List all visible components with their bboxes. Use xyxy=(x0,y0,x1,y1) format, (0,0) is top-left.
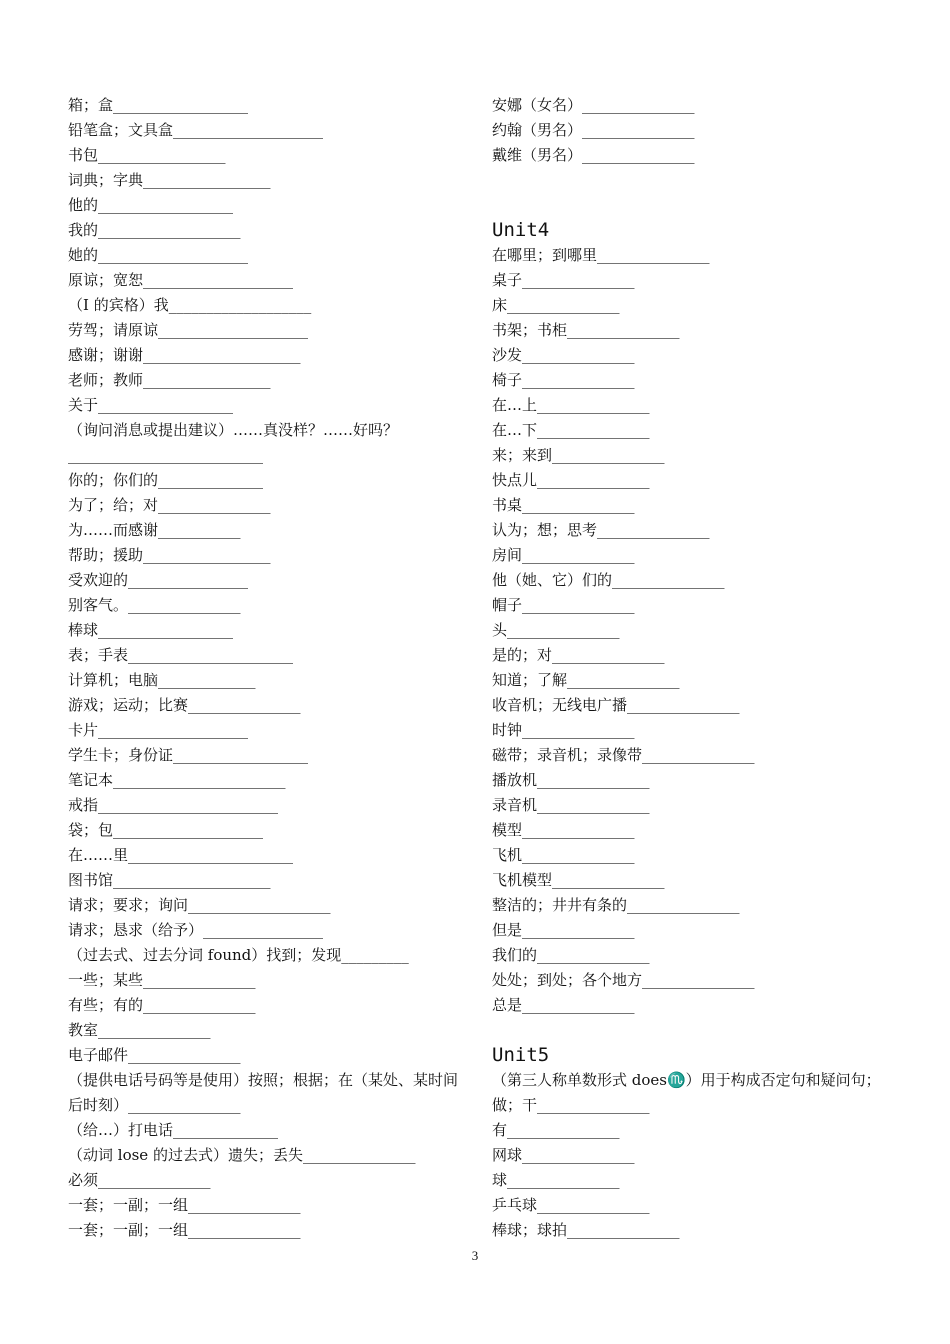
answer-blank: _______________ xyxy=(552,871,665,889)
vocab-entry xyxy=(68,818,468,843)
answer-blank: __________________ xyxy=(113,96,249,114)
answer-blank: _______________ xyxy=(642,746,755,764)
answer-blank: _______________ xyxy=(642,971,755,989)
answer-blank: ______________________ xyxy=(128,646,294,664)
vocab-entry xyxy=(68,193,468,218)
answer-blank: _______________ xyxy=(158,496,271,514)
answer-blank: __________________________ xyxy=(68,446,263,464)
answer-blank: _______________ xyxy=(582,121,695,139)
vocab-entry xyxy=(492,618,892,643)
answer-blank: __________________ xyxy=(98,621,234,639)
answer-blank: ____________________ xyxy=(173,121,324,139)
vocab-term: 原谅；宽恕 xyxy=(68,271,144,289)
vocab-entry xyxy=(492,843,892,868)
unit-heading: Unit5 xyxy=(492,1044,550,1066)
vocab-term: 磁带；录音机；录像带 xyxy=(492,746,643,764)
vocab-entry xyxy=(68,893,468,918)
vocab-entry xyxy=(68,1043,468,1068)
vocab-term: 有 xyxy=(492,1121,508,1139)
answer-blank: _______________ xyxy=(522,496,635,514)
answer-blank: _______________ xyxy=(537,796,650,814)
vocab-entry xyxy=(68,643,468,668)
answer-blank: ___________________ xyxy=(98,221,241,239)
vocab-term: 游戏；运动；比赛 xyxy=(68,696,189,714)
vocab-term: 认为；想；思考 xyxy=(492,521,598,539)
vocab-term: 他（她、它）们的 xyxy=(492,571,613,589)
answer-blank: _______________ xyxy=(507,621,620,639)
vocab-entry xyxy=(492,918,892,943)
vocab-entry xyxy=(68,143,468,168)
vocab-entry xyxy=(68,1193,468,1218)
vocab-term: 棒球；球拍 xyxy=(492,1221,568,1239)
answer-blank: _________________ xyxy=(143,171,271,189)
left-column xyxy=(68,93,468,1243)
answer-blank: _______________ xyxy=(582,146,695,164)
answer-blank: _______________ xyxy=(302,1146,416,1164)
vocab-entry xyxy=(68,168,468,193)
vocab-term: 在…上 xyxy=(492,396,538,414)
vocab-term: 处处；到处；各个地方 xyxy=(492,971,643,989)
vocab-term: 学生卡；身份证 xyxy=(68,746,174,764)
answer-blank: ___________________ xyxy=(188,896,331,914)
vocab-entry xyxy=(492,943,892,968)
vocab-term: （过去式、过去分词 found）找到；发现 xyxy=(68,946,342,964)
vocab-term: （询问消息或提出建议）……真没样？……好吗？ xyxy=(68,421,399,439)
vocab-term: 老师；教师 xyxy=(68,371,144,389)
vocab-entry xyxy=(68,918,468,943)
vocab-term: 但是 xyxy=(492,921,523,939)
answer-blank: _____________________ xyxy=(143,346,301,364)
answer-blank: _______________ xyxy=(522,346,635,364)
answer-blank: _______________ xyxy=(143,971,256,989)
vocab-term: 沙发 xyxy=(492,346,523,364)
answer-blank: ______________ xyxy=(173,1121,279,1139)
vocab-term: 播放机 xyxy=(492,771,538,789)
vocab-entry xyxy=(68,743,468,768)
vocab-term: 总是 xyxy=(492,996,523,1014)
answer-blank: _______________ xyxy=(537,771,650,789)
answer-blank: _______________ xyxy=(537,1196,650,1214)
right-column xyxy=(492,93,892,1243)
vocab-term: 收音机；无线电广播 xyxy=(492,696,628,714)
vocab-term: 棒球 xyxy=(68,621,99,639)
vocab-term: 卡片 xyxy=(68,721,99,739)
vocab-entry xyxy=(68,943,468,968)
answer-blank: __________________ xyxy=(98,196,234,214)
answer-blank: ____________________ xyxy=(158,321,309,339)
vocab-entry xyxy=(68,493,468,518)
vocab-term: 书包 xyxy=(68,146,99,164)
answer-blank: _______________ xyxy=(537,946,650,964)
vocab-entry xyxy=(492,493,892,518)
answer-blank: _____________________ xyxy=(113,871,271,889)
vocab-entry xyxy=(492,868,892,893)
vocab-entry xyxy=(68,543,468,568)
vocab-term: 劳驾；请原谅 xyxy=(68,321,159,339)
vocab-entry xyxy=(492,768,892,793)
answer-blank: ___________ xyxy=(158,521,241,539)
vocab-term: 图书馆 xyxy=(68,871,114,889)
answer-blank: _______________ xyxy=(537,471,650,489)
vocab-term: 录音机 xyxy=(492,796,538,814)
vocab-entry xyxy=(492,593,892,618)
vocab-entry xyxy=(68,343,468,368)
answer-blank: _________________ xyxy=(143,546,271,564)
vocab-entry xyxy=(492,518,892,543)
vocab-entry xyxy=(68,968,468,993)
vocab-term: 袋；包 xyxy=(68,821,114,839)
vocab-entry xyxy=(68,518,468,543)
vocab-term: 我们的 xyxy=(492,946,538,964)
vocab-entry xyxy=(68,693,468,718)
answer-blank: _________________ xyxy=(143,371,271,389)
answer-blank: _______________ xyxy=(98,1021,211,1039)
vocab-entry xyxy=(68,218,468,243)
vocab-term: 别客气。 xyxy=(68,596,129,614)
answer-blank: _______________ xyxy=(128,1096,241,1114)
vocab-term: 箱；盒 xyxy=(68,96,114,114)
vocab-term: 是的；对 xyxy=(492,646,553,664)
vocab-term: 帽子 xyxy=(492,596,523,614)
answer-blank: _______________ xyxy=(582,96,695,114)
answer-blank: _______________ xyxy=(522,921,635,939)
vocab-entry xyxy=(68,718,468,743)
vocab-term: 表；手表 xyxy=(68,646,129,664)
vocab-term: 房间 xyxy=(492,546,523,564)
vocab-entry xyxy=(68,618,468,643)
vocab-entry xyxy=(492,293,892,318)
answer-blank: _______________ xyxy=(627,696,740,714)
vocab-term: 一套；一副；一组 xyxy=(68,1221,189,1239)
answer-blank: _____________ xyxy=(158,671,256,689)
vocab-entry xyxy=(492,893,892,918)
vocab-entry xyxy=(492,393,892,418)
answer-blank: ________________ xyxy=(203,921,324,939)
vocab-term: 模型 xyxy=(492,821,523,839)
answer-blank: _______________ xyxy=(188,696,301,714)
answer-blank: ___________________ xyxy=(168,296,312,314)
vocab-term: 请求；恳求（给予） xyxy=(68,921,204,939)
answer-blank: _______________ xyxy=(567,321,680,339)
vocab-entry xyxy=(68,93,468,118)
spacer xyxy=(492,1018,892,1043)
vocab-entry xyxy=(68,393,468,418)
answer-blank: _______________ xyxy=(507,1121,620,1139)
vocab-entry xyxy=(68,793,468,818)
answer-blank: _______________ xyxy=(522,821,635,839)
answer-blank: ____________________ xyxy=(98,721,249,739)
vocab-entry xyxy=(492,1193,892,1218)
vocab-term: 飞机 xyxy=(492,846,523,864)
vocab-term: 快点儿 xyxy=(492,471,538,489)
vocab-entry xyxy=(492,93,892,118)
vocab-entry xyxy=(492,468,892,493)
vocab-term: 电子邮件 xyxy=(68,1046,129,1064)
spacer xyxy=(492,168,892,193)
answer-blank: _______________ xyxy=(522,846,635,864)
vocab-entry xyxy=(492,818,892,843)
vocab-entry xyxy=(68,243,468,268)
vocab-term: 受欢迎的 xyxy=(68,571,129,589)
vocab-term: 一些；某些 xyxy=(68,971,144,989)
answer-blank: ____________________ xyxy=(113,821,264,839)
vocab-term: 笔记本 xyxy=(68,771,114,789)
answer-blank: _________________ xyxy=(98,146,226,164)
vocab-entry xyxy=(68,868,468,893)
vocab-entry xyxy=(68,368,468,393)
vocab-entry xyxy=(68,468,468,493)
answer-blank: _______________ xyxy=(522,1146,635,1164)
vocab-entry xyxy=(492,1118,892,1143)
vocab-term: 感谢；谢谢 xyxy=(68,346,144,364)
vocab-entry xyxy=(68,1068,468,1118)
vocab-term: （第三人称单数形式 does♏）用于构成否定句和疑问句；做；干 xyxy=(492,1071,881,1114)
answer-blank: ________________________ xyxy=(98,796,279,814)
answer-blank: ________________ xyxy=(128,571,249,589)
vocab-entry xyxy=(492,418,892,443)
vocab-entry xyxy=(68,668,468,693)
vocab-term: （提供电话号码等是使用）按照；根据；在（某处、某时间后时刻） xyxy=(68,1071,459,1114)
vocab-term: 头 xyxy=(492,621,508,639)
answer-blank: __________________ xyxy=(98,396,234,414)
vocab-entry xyxy=(492,568,892,593)
vocab-entry xyxy=(492,543,892,568)
vocab-entry xyxy=(492,993,892,1018)
answer-blank: _______________ xyxy=(98,1171,211,1189)
vocab-term: （I 的宾格）我 xyxy=(68,296,169,314)
vocab-entry xyxy=(68,1118,468,1143)
answer-blank: _______________ xyxy=(522,596,635,614)
vocab-entry xyxy=(68,568,468,593)
vocab-term: 椅子 xyxy=(492,371,523,389)
vocab-entry xyxy=(492,118,892,143)
vocab-entry xyxy=(492,368,892,393)
vocab-entry xyxy=(68,1143,468,1168)
answer-blank: _______________ xyxy=(567,1221,680,1239)
vocab-term: 他的 xyxy=(68,196,99,214)
vocab-entry xyxy=(68,118,468,143)
vocab-term: 球 xyxy=(492,1171,508,1189)
vocab-term: 铅笔盒；文具盒 xyxy=(68,121,174,139)
vocab-term: 戒指 xyxy=(68,796,99,814)
vocab-term: 为了；给；对 xyxy=(68,496,159,514)
vocab-entry xyxy=(492,668,892,693)
vocab-term: 约翰（男名） xyxy=(492,121,583,139)
answer-blank: _______________ xyxy=(597,246,710,264)
vocab-term: 在哪里；到哪里 xyxy=(492,246,598,264)
vocab-term: 教室 xyxy=(68,1021,99,1039)
answer-blank: _______________ xyxy=(537,396,650,414)
spacer xyxy=(492,193,892,218)
answer-blank: _______________ xyxy=(507,1171,620,1189)
vocab-term: 在…下 xyxy=(492,421,538,439)
answer-blank: _______________ xyxy=(612,571,725,589)
vocab-entry xyxy=(492,243,892,268)
answer-blank: _________ xyxy=(341,946,409,964)
answer-blank: _______________ xyxy=(522,546,635,564)
vocab-entry xyxy=(68,768,468,793)
vocab-entry xyxy=(68,1168,468,1193)
vocab-entry xyxy=(492,718,892,743)
vocab-term: 安娜（女名） xyxy=(492,96,583,114)
vocab-term: 桌子 xyxy=(492,271,523,289)
answer-blank: _______________ xyxy=(128,596,241,614)
vocab-entry xyxy=(68,443,468,468)
vocab-entry xyxy=(68,1018,468,1043)
vocab-entry xyxy=(68,843,468,868)
vocab-term: 书架；书柜 xyxy=(492,321,568,339)
answer-blank: _______________ xyxy=(627,896,740,914)
vocab-entry xyxy=(492,743,892,768)
answer-blank: __________________ xyxy=(173,746,309,764)
vocab-entry xyxy=(68,293,468,318)
answer-blank: _______________ xyxy=(188,1221,301,1239)
answer-blank: _______________ xyxy=(567,671,680,689)
vocab-entry xyxy=(492,643,892,668)
vocab-entry xyxy=(68,593,468,618)
vocab-entry xyxy=(492,318,892,343)
vocab-term: 乒乓球 xyxy=(492,1196,538,1214)
vocab-entry xyxy=(68,993,468,1018)
vocab-term: 计算机；电脑 xyxy=(68,671,159,689)
vocab-entry xyxy=(492,1143,892,1168)
vocab-term: （给…）打电话 xyxy=(68,1121,174,1139)
vocab-term: 关于 xyxy=(68,396,99,414)
vocab-term: 在……里 xyxy=(68,846,129,864)
answer-blank: ______________ xyxy=(158,471,264,489)
vocab-term: 必须 xyxy=(68,1171,99,1189)
vocab-entry xyxy=(68,268,468,293)
answer-blank: _______________ xyxy=(188,1196,301,1214)
vocab-entry xyxy=(492,1068,892,1118)
answer-blank: _______________ xyxy=(537,421,650,439)
page-number: 3 xyxy=(471,1248,479,1263)
answer-blank: _______________ xyxy=(522,371,635,389)
vocab-entry xyxy=(492,343,892,368)
answer-blank: ______________________ xyxy=(128,846,294,864)
vocab-term: 书桌 xyxy=(492,496,523,514)
answer-blank: _______________________ xyxy=(113,771,286,789)
answer-blank: _______________ xyxy=(507,296,620,314)
unit-heading: Unit4 xyxy=(492,219,550,241)
answer-blank: ____________________ xyxy=(143,271,294,289)
vocab-term: 时钟 xyxy=(492,721,523,739)
vocab-term: 词典；字典 xyxy=(68,171,144,189)
vocab-entry xyxy=(68,1218,468,1243)
answer-blank: _______________ xyxy=(552,446,665,464)
vocab-entry xyxy=(68,318,468,343)
vocab-term: 来；来到 xyxy=(492,446,553,464)
vocab-term: 为……而感谢 xyxy=(68,521,159,539)
vocab-term: 她的 xyxy=(68,246,99,264)
vocab-entry xyxy=(492,968,892,993)
vocab-term: 飞机模型 xyxy=(492,871,553,889)
vocab-term: 有些；有的 xyxy=(68,996,144,1014)
answer-blank: _______________ xyxy=(552,646,665,664)
vocab-term: 整洁的；井井有条的 xyxy=(492,896,628,914)
vocab-term: 一套；一副；一组 xyxy=(68,1196,189,1214)
vocab-term: 我的 xyxy=(68,221,99,239)
vocab-entry xyxy=(492,268,892,293)
answer-blank: _______________ xyxy=(597,521,710,539)
vocab-term: 床 xyxy=(492,296,508,314)
vocab-term: 网球 xyxy=(492,1146,523,1164)
vocab-entry xyxy=(492,1218,892,1243)
vocab-entry xyxy=(492,693,892,718)
vocab-term: 知道；了解 xyxy=(492,671,568,689)
vocab-term: （动词 lose 的过去式）遗失；丢失 xyxy=(68,1146,303,1164)
vocab-entry xyxy=(492,143,892,168)
answer-blank: _______________ xyxy=(128,1046,241,1064)
answer-blank: _______________ xyxy=(537,1096,650,1114)
vocab-entry xyxy=(68,418,468,443)
answer-blank: _______________ xyxy=(522,996,635,1014)
vocab-entry xyxy=(492,443,892,468)
vocab-term: 戴维（男名） xyxy=(492,146,583,164)
vocab-term: 帮助；援助 xyxy=(68,546,144,564)
answer-blank: _______________ xyxy=(522,271,635,289)
vocab-term: 你的；你们的 xyxy=(68,471,159,489)
answer-blank: ____________________ xyxy=(98,246,249,264)
vocab-entry xyxy=(492,1168,892,1193)
vocab-term: 请求；要求；询问 xyxy=(68,896,189,914)
answer-blank: _______________ xyxy=(143,996,256,1014)
answer-blank: _______________ xyxy=(522,721,635,739)
vocab-entry xyxy=(492,793,892,818)
